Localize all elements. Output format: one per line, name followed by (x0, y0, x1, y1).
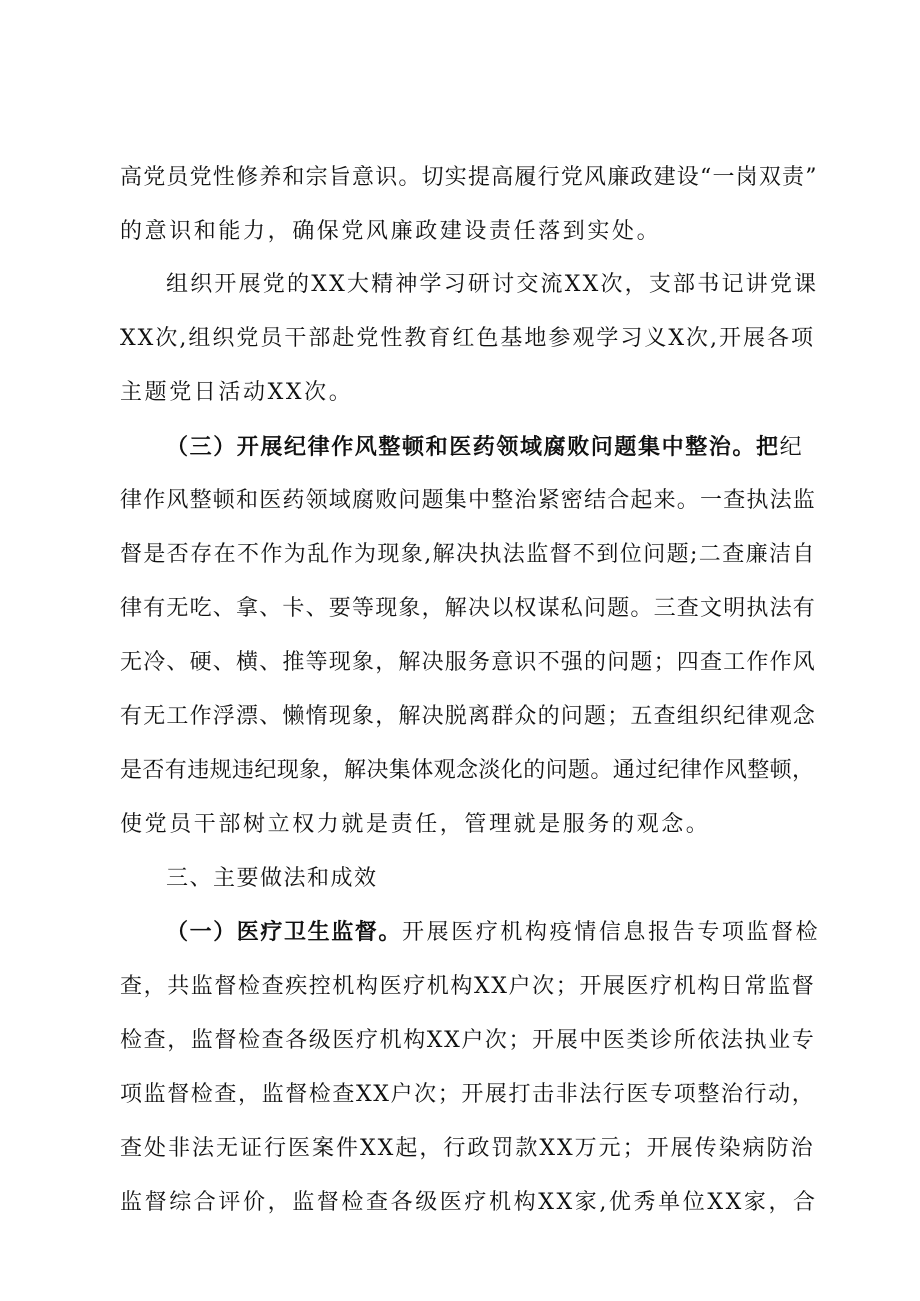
section-paragraph-bold-lead: （一）医疗卫生监督。 (166, 920, 403, 945)
paragraph-2-line-2: XX次,组织党员干部赴党性教育红色基地参观学习义X次,开展各项 (120, 326, 815, 351)
section-paragraph-line-2: 查，共监督检查疾控机构医疗机构XX户次；开展医疗机构日常监督 (120, 974, 816, 999)
paragraph-3-line-5: 无冷、硬、横、推等现象，解决服务意识不强的问题；四查工作作风 (120, 650, 817, 675)
paragraph-3-line-8: 使党员干部树立权力就是责任，管理就是服务的观念。 (120, 812, 711, 837)
paragraph-2-line-1: 组织开展党的XX大精神学习研讨交流XX次，支部书记讲党课 (166, 272, 819, 297)
paragraph-3-lead-rest: 纪 (779, 435, 805, 460)
section-heading: 三、主要做法和成效 (166, 866, 378, 891)
section-paragraph-line-4: 项监督检查，监督检查XX户次；开展打击非法行医专项整治行动， (120, 1082, 816, 1107)
paragraph-2-line-3: 主题党日活动XX次。 (120, 380, 354, 405)
paragraph-3-line-2: 律作风整顿和医药领域腐败问题集中整治紧密结合起来。一查执法监 (120, 488, 817, 513)
paragraph-3-line-6: 有无工作浮漂、懒惰现象，解决脱离群众的问题；五查组织纪律观念 (120, 704, 817, 729)
paragraph-1-line-2: 的意识和能力，确保党风廉政建设责任落到实处。 (120, 219, 662, 244)
section-paragraph-line-1 (166, 918, 820, 950)
paragraph-3-bold-lead: （三）开展纪律作风整顿和医药领域腐败问题集中整治。把 (166, 435, 780, 460)
paragraph-3-line-7: 是否有违规违纪现象，解决集体观念淡化的问题。通过纪律作风整顿， (120, 758, 815, 783)
section-paragraph-lead-rest: 开展医疗机构疫情信息报告专项监督检 (402, 920, 821, 945)
section-paragraph-line-5: 查处非法无证行医案件XX起，行政罚款XX万元；开展传染病防治 (120, 1136, 815, 1161)
section-paragraph-line-3: 检查，监督检查各级医疗机构XX户次；开展中医类诊所依法执业专 (120, 1028, 816, 1053)
paragraph-3-line-4: 律有无吃、拿、卡、要等现象，解决以权谋私问题。三查文明执法有 (120, 596, 817, 621)
paragraph-1-line-1: 高党员党性修养和宗旨意识。切实提高履行党风廉政建设“一岗双责” (120, 165, 818, 190)
paragraph-3-line-1 (166, 433, 820, 465)
paragraph-3-line-3: 督是否存在不作为乱作为现象,解决执法监督不到位问题;二查廉洁自 (120, 542, 816, 567)
section-paragraph-line-6: 监督综合评价，监督检查各级医疗机构XX家,优秀单位XX家，合 (120, 1190, 818, 1215)
